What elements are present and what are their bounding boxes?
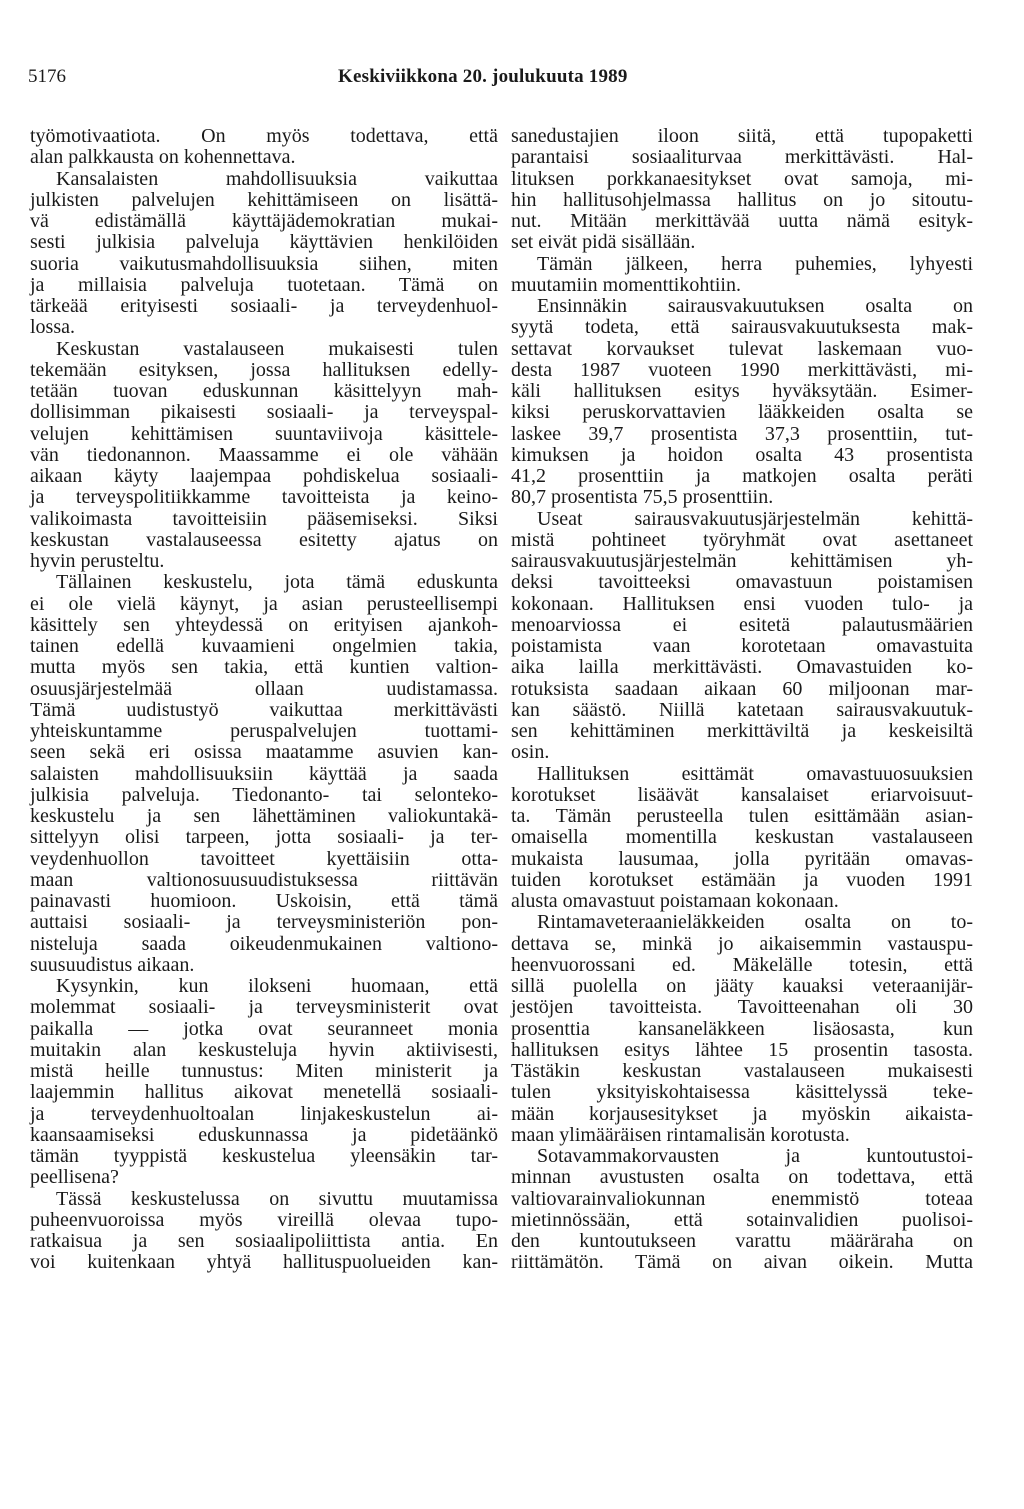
text-line: auttaisi sosiaali- ja terveysministeriön pon- <box>30 911 498 934</box>
text-line: Useat sairausvakuutusjärjestelmän kehittä- <box>537 507 973 530</box>
text-line: Ensinnäkin sairausvakuutuksen osalta on <box>537 295 973 317</box>
text-line: hallituksen esitys lähtee 15 prosentin tasosta. <box>511 1038 973 1061</box>
text-line: Sotavammakorvausten ja kuntoutustoi- <box>537 1145 973 1167</box>
text-line: desta 1987 vuoteen 1990 merkittävästi, mi- <box>511 358 973 381</box>
text-line: voi kuitenkaan yhtyä hallituspuolueiden kan- <box>30 1251 498 1274</box>
text-line: keskustan vastalauseessa esitetty ajatus on <box>30 528 498 551</box>
text-line: valikoimasta tavoitteisiin pääsemiseksi. Siksi <box>30 507 498 530</box>
text-line: suusuudistus aikaan. <box>30 953 195 976</box>
page-number: 5176 <box>28 66 66 87</box>
text-line: heenvuorossani ed. Mäkelälle totesin, että <box>511 953 973 976</box>
text-line: sillä puolella on jääty kauaksi veteraanijär- <box>511 975 973 997</box>
text-line: salaisten mahdollisuuksiin käyttää ja saada <box>30 762 498 785</box>
text-line: Tästäkin keskustan vastalauseen mukaisesti <box>511 1060 973 1082</box>
text-line: menoarviossa ei esitetä palautusmäärien <box>511 613 973 636</box>
text-line: lituksen porkkanaesitykset ovat samoja, mi- <box>511 167 973 190</box>
text-line: aika lailla merkittävästi. Omavastuiden ko- <box>511 656 973 679</box>
text-line: ratkaisua ja sen sosiaalipoliittista antia. En <box>30 1230 498 1252</box>
text-line: korotukset lisäävät kansalaiset eriarvoisuut- <box>511 783 973 806</box>
text-line: muutamiin momenttikohtiin. <box>511 273 741 296</box>
text-line: sen kehittäminen merkittäviltä ja keskeisiltä <box>511 720 973 742</box>
text-line: Keskustan vastalauseen mukaisesti tulen <box>56 337 498 360</box>
text-line: mietinnössään, että sotainvalidien puolisoi- <box>511 1208 973 1231</box>
text-line: tetään tuovan eduskunnan käsittelyyn mah- <box>30 380 498 402</box>
text-line: mistä pohtineet työryhmät ovat asettaneet <box>511 528 973 551</box>
text-line: riittämätön. Tämä on aivan oikein. Mutta <box>511 1251 973 1274</box>
text-line: tämän tyyppistä keskustelua yleensäkin tar- <box>30 1145 498 1167</box>
text-line: poistamista vaan korotetaan omavastuita <box>511 635 973 657</box>
text-line: kimuksen ja hoidon osalta 43 prosentista <box>511 443 973 466</box>
text-line: laajemmin hallitus aikovat menetellä sosiaali- <box>30 1081 498 1104</box>
text-line: työmotivaatiota. On myös todettava, että <box>30 125 498 147</box>
text-line: tuiden korotukset estämään ja vuoden 1991 <box>511 868 973 891</box>
text-line: alusta omavastuut poistamaan kokonaan. <box>511 890 839 912</box>
text-line: kokonaan. Hallituksen ensi vuoden tulo- ja <box>511 592 973 615</box>
text-line: dollisimman pikaisesti sosiaali- ja terveyspal- <box>30 401 498 424</box>
text-line: tärkeää erityisesti sosiaali- ja terveydenhuol- <box>30 295 498 317</box>
page-header <box>28 66 996 96</box>
text-line: kiksi peruskorvattavien lääkkeiden osalta se <box>511 401 973 424</box>
text-line: prosenttia kansaneläkkeen lisäosasta, kun <box>511 1017 973 1040</box>
text-line: ja millaisia palveluja tuotetaan. Tämä on <box>30 273 498 296</box>
text-line: painavasti huomioon. Uskoisin, että tämä <box>30 890 498 912</box>
text-line: valtiovarainvaliokunnan enemmistö toteaa <box>511 1187 973 1210</box>
text-line: vä edistämällä käyttäjädemokratian mukai- <box>30 210 498 232</box>
text-line: muitakin alan keskusteluja hyvin aktiivisesti, <box>30 1038 498 1061</box>
text-line: suoria vaikutusmahdollisuuksia siihen, miten <box>30 252 498 275</box>
text-line: mistä heille tunnustus: Miten ministerit ja <box>30 1060 498 1082</box>
text-line: tulen yksityiskohtaisessa käsittelyssä teke- <box>511 1081 973 1104</box>
text-line: rotuksista saadaan aikaan 60 miljoonan mar- <box>511 677 973 700</box>
text-line: Tämän jälkeen, herra puhemies, lyhyesti <box>537 252 973 275</box>
text-line: nut. Mitään merkittävää uutta nämä esityk- <box>511 210 973 232</box>
text-line: 41,2 prosenttiin ja matkojen osalta peräti <box>511 465 973 487</box>
text-line: velujen kehittämisen suuntaviivoja käsittele- <box>30 422 498 445</box>
text-line: maan ylimääräisen rintamalisän korotusta. <box>511 1123 850 1146</box>
text-line: yhteiskuntamme peruspalvelujen tuottami- <box>30 720 498 742</box>
text-line: dettava se, minkä jo aikaisemmin vastauspu- <box>511 932 973 955</box>
text-line: Rintamaveteraanieläkkeiden osalta on to- <box>537 911 973 934</box>
text-line: syytä todeta, että sairausvakuutuksesta mak- <box>511 316 973 339</box>
text-line: nisteluja saada oikeudenmukainen valtiono- <box>30 932 498 955</box>
text-line: veydenhuollon tavoitteet kyettäisiin otta- <box>30 847 498 870</box>
running-title: Keskiviikkona 20. joulukuuta 1989 <box>338 66 628 87</box>
text-line: molemmat sosiaali- ja terveysministerit ovat <box>30 996 498 1019</box>
text-line: alan palkkausta on kohennettava. <box>30 146 296 169</box>
text-line: julkisten palvelujen kehittämiseen on lisättä- <box>30 188 498 211</box>
text-line: sesti julkisia palveluja käyttävien henkilöiden <box>30 231 498 254</box>
text-line: parantaisi sosiaaliturvaa merkittävästi. Hal- <box>511 146 973 169</box>
text-line: kaansaamiseksi eduskunnassa ja pidetäänkö <box>30 1123 498 1146</box>
text-line: Tällainen keskustelu, jota tämä eduskunta <box>56 571 498 594</box>
text-line: keskustelu ja sen lähettäminen valiokuntakä- <box>30 805 498 827</box>
text-line: hin hallitusohjelmassa hallitus on jo sitoutu- <box>511 188 973 211</box>
text-line: mutta myös sen takia, että kuntien valtion- <box>30 656 498 679</box>
right-text-column <box>511 126 973 1274</box>
text-line: puheenvuoroissa myös vireillä olevaa tupo- <box>30 1208 498 1231</box>
text-line: paikalla — jotka ovat seuranneet monia <box>30 1017 498 1040</box>
text-line: omaisella momentilla keskustan vastalauseen <box>511 826 973 849</box>
text-line: minnan avustusten osalta on todettava, että <box>511 1166 973 1189</box>
text-line: kan säästö. Niillä katetaan sairausvakuutuk- <box>511 698 973 721</box>
text-line: settavat korvaukset tulevat laskemaan vuo- <box>511 337 973 360</box>
text-line: julkisia palveluja. Tiedonanto- tai selonteko- <box>30 783 498 806</box>
text-line: käli hallituksen esitys hyväksytään. Esimer- <box>511 380 973 402</box>
text-line: jestöjen tavoitteista. Tavoitteenahan oli 30 <box>511 996 973 1019</box>
text-line: sanedustajien iloon siitä, että tupopaketti <box>511 125 973 147</box>
text-line: Kysynkin, kun ilokseni huomaan, että <box>56 975 498 997</box>
text-line: maan valtionosuusuudistuksessa riittävän <box>30 868 498 891</box>
text-line: osuusjärjestelmää ollaan uudistamassa. <box>30 677 498 700</box>
text-line: sittelyyn olisi tarpeen, jotta sosiaali- ja ter- <box>30 826 498 849</box>
text-line: mään korjausesitykset ja myöskin aikaista- <box>511 1102 973 1125</box>
text-line: mukaista lausumaa, jolla pyritään omavas- <box>511 847 973 870</box>
text-line: tainen edellä kuvaamieni ongelmien takia, <box>30 635 498 657</box>
text-line: ei ole vielä käynyt, ja asian perusteellisempi <box>30 592 498 615</box>
text-line: laskee 39,7 prosentista 37,3 prosenttiin, tut- <box>511 422 973 445</box>
text-line: Tämä uudistustyö vaikuttaa merkittävästi <box>30 698 498 721</box>
text-line: Tässä keskustelussa on sivuttu muutamissa <box>56 1187 498 1210</box>
text-line: hyvin perusteltu. <box>30 550 165 572</box>
left-text-column <box>30 126 498 1274</box>
text-line: osin. <box>511 741 550 764</box>
text-line: sairausvakuutusjärjestelmän kehittämisen yh- <box>511 550 973 572</box>
text-line: vän tiedonannon. Maassamme ei ole vähään <box>30 443 498 466</box>
text-line: peellisena? <box>30 1166 119 1189</box>
text-line: Hallituksen esittämät omavastuuosuuksien <box>537 762 973 785</box>
text-line: den kuntoutukseen varattu määräraha on <box>511 1230 973 1252</box>
text-line: aikaan käyty laajempaa pohdiskelua sosiaali- <box>30 465 498 487</box>
text-line: ta. Tämän perusteella tulen esittämään asian- <box>511 805 973 827</box>
text-line: set eivät pidä sisällään. <box>511 231 696 254</box>
text-line: ja terveydenhuoltoalan linjakeskustelun ai- <box>30 1102 498 1125</box>
text-line: seen sekä eri osissa maatamme asuvien kan- <box>30 741 498 764</box>
text-line: käsittely sen yhteydessä on erityisen ajankoh- <box>30 613 498 636</box>
text-line: deksi tavoitteeksi omavastuun poistamisen <box>511 571 973 594</box>
text-line: ja terveyspolitiikkamme tavoitteista ja keino- <box>30 486 498 509</box>
text-line: lossa. <box>30 316 75 339</box>
text-line: Kansalaisten mahdollisuuksia vaikuttaa <box>56 167 498 190</box>
text-line: tekemään esityksen, jossa hallituksen edelly- <box>30 358 498 381</box>
text-line: 80,7 prosentista 75,5 prosenttiin. <box>511 486 774 509</box>
